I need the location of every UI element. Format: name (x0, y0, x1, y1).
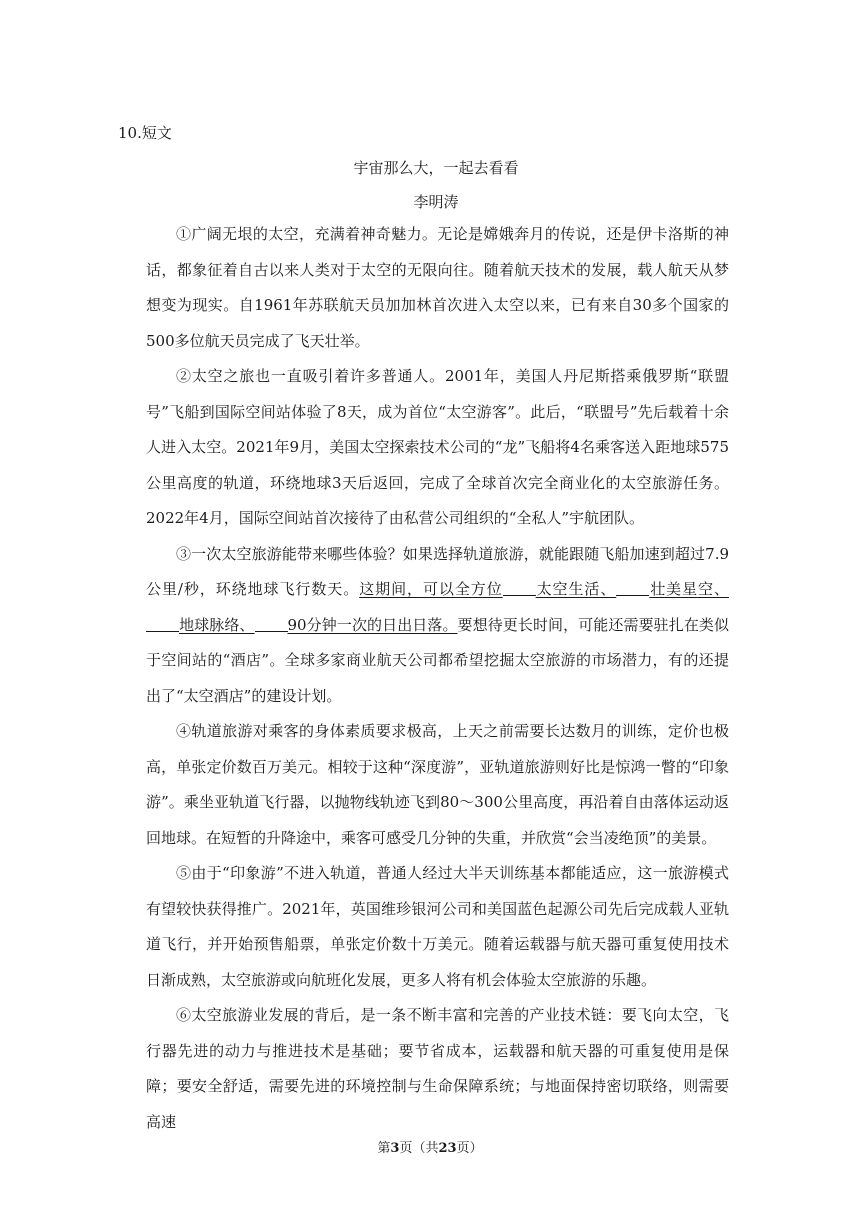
underlined-part-2: 太空生活、 (535, 580, 617, 598)
question-heading (118, 123, 418, 143)
article-body (146, 217, 729, 1140)
paragraph-6: ⑥太空旅游业发展的背后，是一条不断丰富和完善的产业技术链：要飞向太空，飞行器先进的动力与推进技术是基础；要节省成本，运载器和航天器的可重复使用是保障；要安全舒适，需要先进的环境控制与生命保障系统；与地面保持密切联络，则需要高速 (146, 1006, 729, 1131)
fill-blank-3[interactable] (146, 615, 179, 632)
article-title: 宇宙那么大，一起去看看 (353, 159, 519, 177)
underlined-part-5: 90分钟一次的日出日落。 (287, 615, 458, 634)
paragraph-2: ②太空之旅也一直吸引着许多普通人。2001年，美国人丹尼斯搭乘俄罗斯“联盟号”飞船到国际空间站体验了8天，成为首位“太空游客”。此后，“联盟号”先后载着十余人进入太空。2021年9月，美国太空探索技术公司的“龙”飞船将4名乘客送入距地球575公里高度的轨道，环绕地球3天后返回，完成了全球首次完全商业化的太空旅游任务。2022年4月，国际空间站首次接待了由私营公司组织的“全私人”宇航团队。 (146, 367, 729, 527)
paragraph-3-after: 要想待更长时间，可能还需要驻扎在类似于空间站的“酒店”。全球多家商业航天公司都希望挖掘太空旅游的市场潜力，有的还提出了“太空酒店”的建设计划。 (146, 615, 729, 705)
paragraph-4: ④轨道旅游对乘客的身体素质要求极高，上天之前需要长达数月的训练，定价也极高，单张定价数百万美元。相较于这种“深度游”，亚轨道旅游则好比是惊鸿一瞥的“印象游”。乘坐亚轨道飞行器，以抛物线轨迹飞到80～300公里高度，再沿着自由落体运动返回地球。在短暂的升降途中，乘客可感受几分钟的失重，并欣赏“会当凌绝顶”的美景。 (146, 722, 729, 847)
fill-blank-2[interactable] (616, 579, 649, 596)
underlined-part-3: 壮美星空、 (649, 580, 729, 598)
footer-total-pages: 23 (438, 1141, 457, 1156)
footer-page-number: 3 (390, 1141, 400, 1156)
question-type: 短文 (141, 124, 172, 142)
question-number: 10. (118, 124, 142, 142)
article-author: 李明涛 (413, 193, 459, 211)
footer-prefix: 第 (377, 1141, 391, 1156)
fill-blank-4[interactable] (255, 615, 288, 632)
footer-middle: 页（共 (399, 1141, 439, 1156)
fill-blank-1[interactable] (503, 579, 536, 596)
paragraph-3-before: ③一次太空旅游能带来哪些体验？如果选择轨道旅游，就能跟随飞船加速到超过7.9公里/秒，环绕地球飞行数天。 (146, 544, 729, 598)
underlined-part-1: 这期间，可以全方位 (359, 580, 503, 598)
footer-suffix: 页） (456, 1141, 483, 1156)
paragraph-5: ⑤由于“印象游”不进入轨道，普通人经过大半天训练基本都能适应，这一旅游模式有望较快获得推广。2021年，英国维珍银河公司和美国蓝色起源公司先后完成载人亚轨道飞行，并开始预售船票，单张定价数十万美元。随着运载器与航天器可重复使用技术日渐成熟，太空旅游或向航班化发展，更多人将有机会体验太空旅游的乐趣。 (146, 864, 729, 989)
paragraph-1: ①广阔无垠的太空，充满着神奇魅力。无论是嫦娥奔月的传说，还是伊卡洛斯的神话，都象征着自古以来人类对于太空的无限向往。随着航天技术的发展，载人航天从梦想变为现实。自1961年苏联航天员加加林首次进入太空以来，已有来自30多个国家的500多位航天员完成了飞天壮举。 (146, 225, 729, 350)
underlined-part-4: 地球脉络、 (179, 615, 255, 634)
paragraph-3 (146, 537, 729, 715)
page-footer (0, 1140, 860, 1158)
